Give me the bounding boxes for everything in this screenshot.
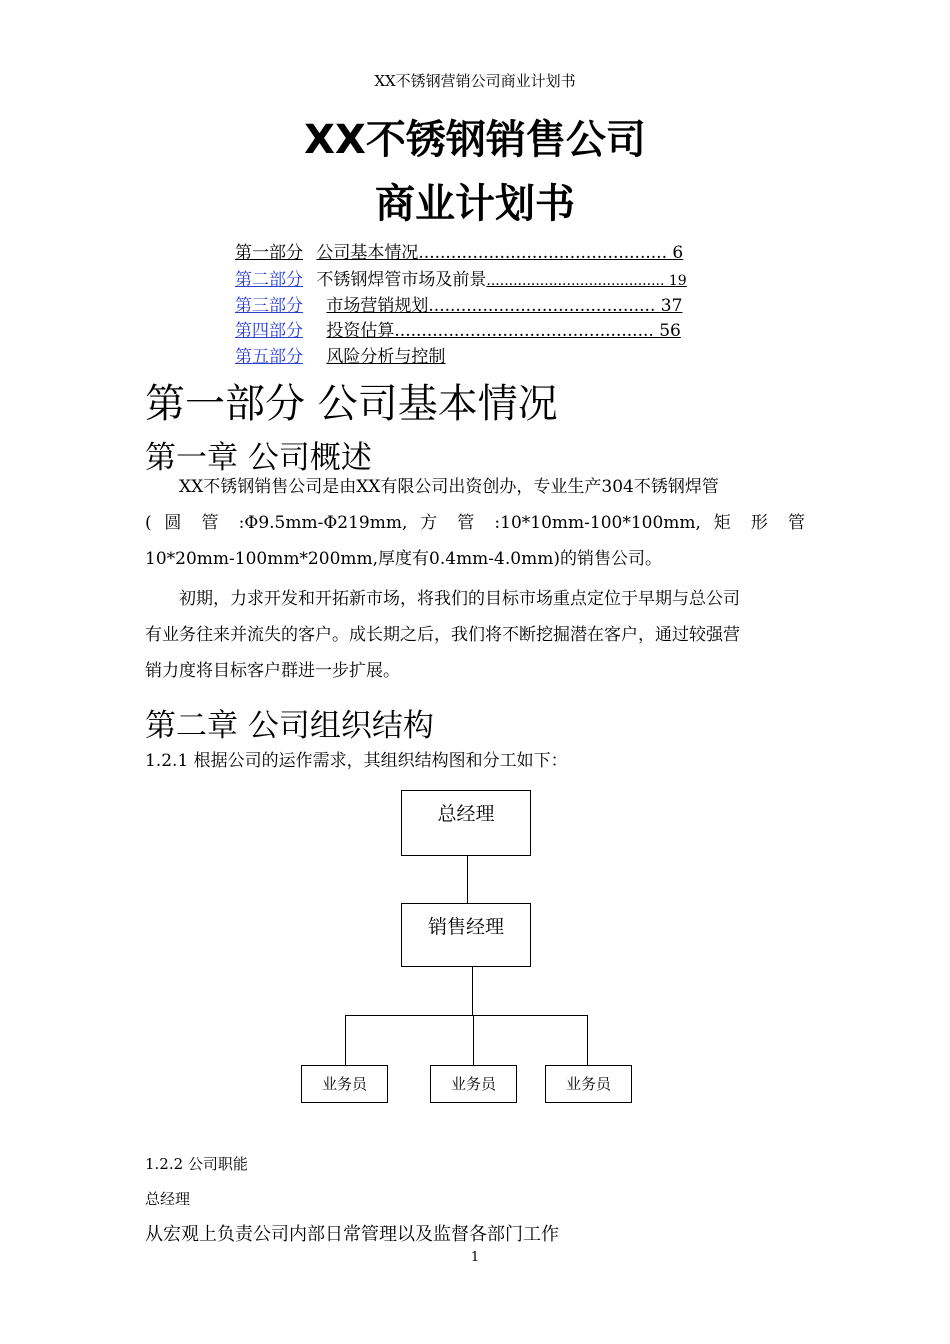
functions-heading: 1.2.2 公司职能: [145, 1155, 248, 1173]
gm-label: 总经理: [145, 1190, 191, 1208]
org-node-sales-manager: 销售经理: [401, 903, 531, 967]
org-intro: 1.2.1 根据公司的运作需求，其组织结构图和分工如下：: [145, 751, 568, 771]
toc-entry-label[interactable]: 第四部分: [235, 321, 303, 341]
toc-entry-label[interactable]: 第二部分: [235, 270, 303, 290]
chapter1-paragraph-2: 初期，力求开发和开拓新市场，将我们的目标市场重点定位于早期与总公司 有业务往来并流失的客户。成长期之后，我们将不断挖掘潜在客户，通过较强营 销力度将目标客户群进一步扩展。: [145, 589, 740, 681]
toc-entry-3[interactable]: [235, 291, 682, 316]
org-connector: [473, 1015, 474, 1065]
toc-entry-text: 市场营销规划.......................................... 37: [326, 296, 683, 316]
gm-description: 从宏观上负责公司内部日常管理以及监督各部门工作: [145, 1224, 559, 1245]
toc-entry-leader: ........................................ 19: [486, 273, 687, 289]
toc-entry-label[interactable]: 第五部分: [235, 347, 303, 367]
org-connector: [587, 1015, 588, 1065]
org-node-salesperson: 业务员: [301, 1065, 388, 1103]
toc-entry-text: 风险分析与控制: [326, 347, 446, 367]
org-connector: [345, 1015, 346, 1065]
toc-entry-label[interactable]: 第三部分: [235, 296, 303, 316]
org-node-salesperson: 业务员: [545, 1065, 632, 1103]
toc-entry-label: 第一部分: [235, 243, 303, 263]
part1-heading: 第一部分 公司基本情况: [145, 381, 558, 427]
toc-entry-5[interactable]: [235, 342, 445, 367]
toc-entry-2[interactable]: [235, 265, 687, 290]
toc-entry-text: 公司基本情况.............................................. 6: [316, 243, 684, 263]
running-header: XX不锈钢营销公司商业计划书: [374, 72, 576, 90]
document-title: XX不锈钢销售公司: [304, 117, 646, 163]
document-subtitle: 商业计划书: [375, 181, 575, 227]
org-connector: [467, 856, 468, 904]
org-node-general-manager: 总经理: [401, 790, 531, 856]
chapter2-heading: 第二章 公司组织结构: [145, 708, 434, 744]
toc-entry-4[interactable]: [235, 316, 681, 341]
page-number: 1: [470, 1250, 480, 1265]
org-node-salesperson: 业务员: [430, 1065, 517, 1103]
chapter1-heading: 第一章 公司概述: [145, 440, 372, 476]
toc-entry-1[interactable]: [235, 238, 683, 263]
org-connector: [345, 1015, 588, 1016]
org-connector: [472, 967, 473, 1015]
toc-entry-text: 不锈钢焊管市场及前景: [316, 270, 487, 290]
chapter1-paragraph-1: XX不锈钢销售公司是由XX有限公司出资创办，专业生产304不锈钢焊管 ( 圆 管 :Φ9.5mm-Φ219mm, 方 管 :10*10mm-100*100mm, 矩 形 管 10*20mm-100mm*200mm,厚度有0.4mm-4.0mm)的销售公司。: [145, 477, 805, 569]
toc-entry-text: 投资估算................................................ 56: [326, 321, 681, 341]
